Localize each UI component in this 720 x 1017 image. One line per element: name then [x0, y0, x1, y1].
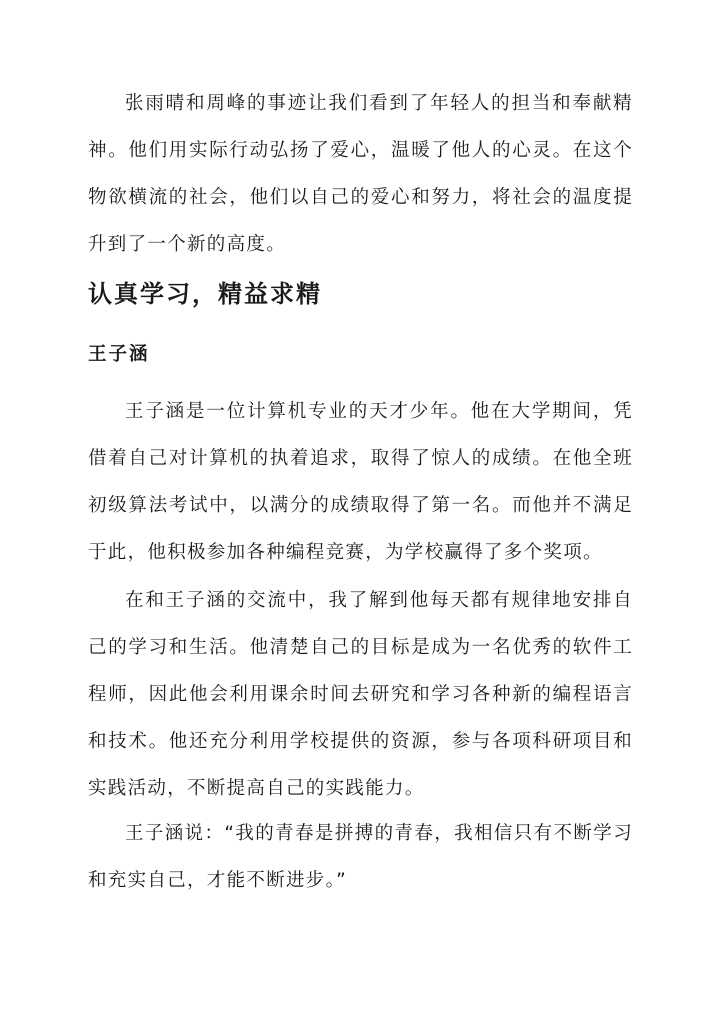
paragraph-quote: 王子涵说：“我的青春是拼搏的青春，我相信只有不断学习和充实自己，才能不断进步。”: [88, 823, 633, 891]
paragraph-routine: 在和王子涵的交流中，我了解到他每天都有规律地安排自己的学习和生活。他清楚自己的目标是成为一名优秀的软件工程师，因此他会利用课余时间去研究和学习各种新的编程语言和技术。他还充分利用学校提供的资源，参与各项科研项目和实践活动，不断提高自己的实践能力。: [88, 590, 633, 799]
section-heading: 认真学习，精益求精: [88, 280, 322, 308]
person-name-heading: 王子涵: [88, 344, 150, 365]
paragraph-achievements: 王子涵是一位计算机专业的天才少年。他在大学期间，凭借着自己对计算机的执着追求，取得了惊人的成绩。在他全班初级算法考试中，以满分的成绩取得了第一名。而他并不满足于此，他积极参加各种编程竞赛，为学校赢得了多个奖项。: [88, 401, 633, 563]
paragraph-intro: 张雨晴和周峰的事迹让我们看到了年轻人的担当和奉献精神。他们用实际行动弘扬了爱心，温暖了他人的心灵。在这个物欲横流的社会，他们以自己的爱心和努力，将社会的温度提升到了一个新的高度。: [88, 93, 633, 255]
